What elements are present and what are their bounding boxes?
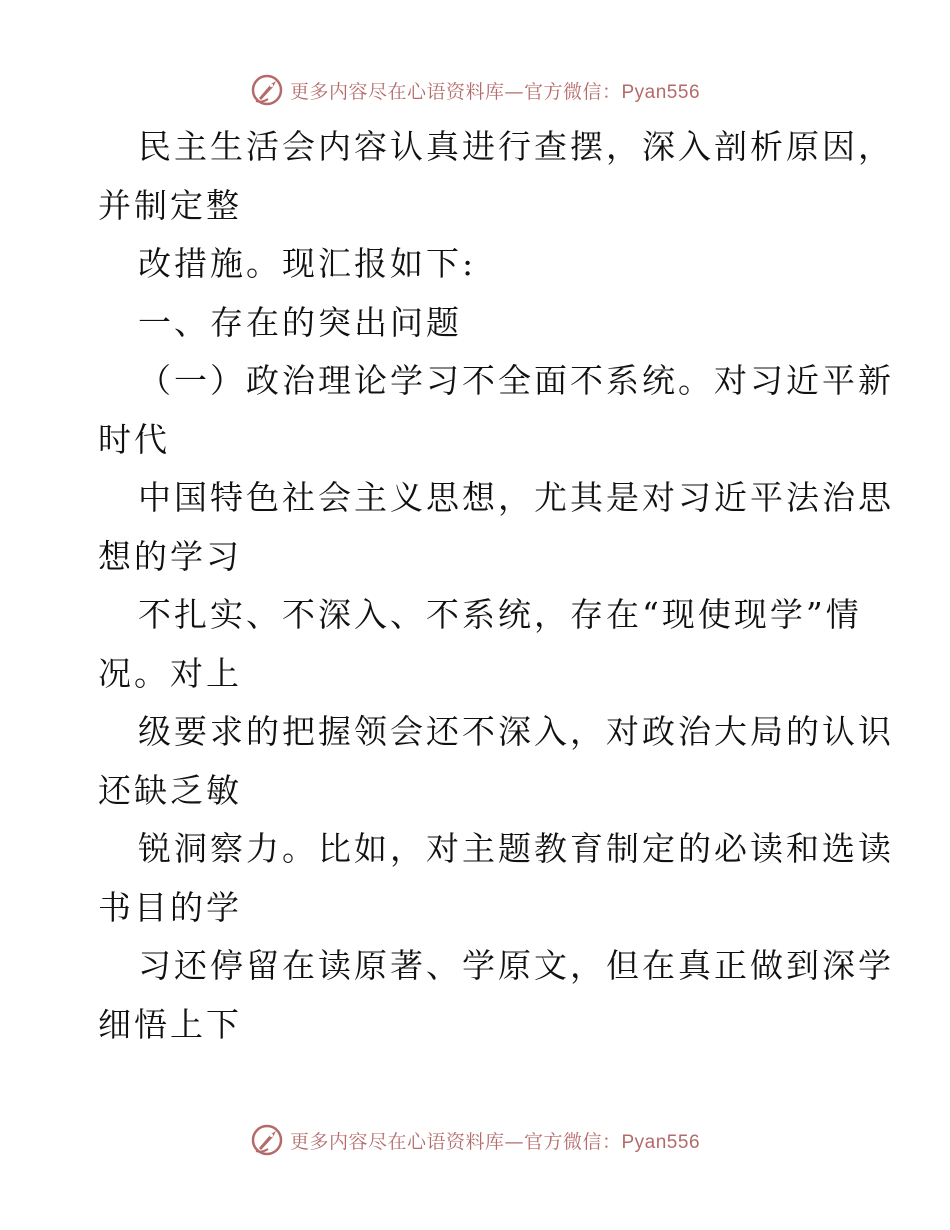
paragraph-line: 况。对上 xyxy=(98,653,242,693)
paragraph-line: 民主生活会内容认真进行查摆，深入剖析原因， xyxy=(138,127,894,166)
paragraph-line: 改措施。现汇报如下: xyxy=(138,244,477,283)
paragraph-line: 书目的学 xyxy=(98,887,242,927)
section-heading: 一、存在的突出问题 xyxy=(138,302,462,342)
banner-dash: — xyxy=(504,1130,524,1153)
paragraph-line: 还缺乏敏 xyxy=(98,770,242,810)
paragraph-line: 锐洞察力。比如，对主题教育制定的必读和选读 xyxy=(138,829,894,868)
banner-wechat-label: 官方微信： xyxy=(523,80,622,103)
banner-text xyxy=(290,77,700,104)
banner-site-text: 更多内容尽在心语资料库 xyxy=(289,1130,505,1153)
banner-wechat-id: Pyan556 xyxy=(621,1131,701,1153)
paragraph-line: 并制定整 xyxy=(98,185,242,225)
paragraph-line: 时代 xyxy=(98,419,170,459)
paragraph-line: 不扎实、不深入、不系统，存在“现使现学”情 xyxy=(138,595,862,634)
paragraph-line: 细悟上下 xyxy=(98,1004,242,1044)
document-body xyxy=(98,118,894,1054)
paragraph-line: 级要求的把握领会还不深入，对政治大局的认识 xyxy=(138,712,894,751)
banner-wechat-id: Pyan556 xyxy=(621,81,701,103)
paragraph-line: 中国特色社会主义思想，尤其是对习近平法治思 xyxy=(138,478,894,517)
pen-nib-logo-icon xyxy=(250,1123,284,1157)
banner-wechat-label: 官方微信： xyxy=(523,1130,622,1153)
footer-banner xyxy=(0,1120,950,1160)
banner-dash: — xyxy=(504,80,524,103)
pen-nib-logo-icon xyxy=(250,73,284,107)
paragraph-line: 习还停留在读原著、学原文，但在真正做到深学 xyxy=(138,946,894,985)
banner-site-text: 更多内容尽在心语资料库 xyxy=(289,80,505,103)
banner-text xyxy=(290,1127,700,1154)
paragraph-line: 想的学习 xyxy=(98,536,242,576)
paragraph-line: （一）政治理论学习不全面不系统。对习近平新 xyxy=(138,361,894,400)
header-banner xyxy=(0,70,950,110)
